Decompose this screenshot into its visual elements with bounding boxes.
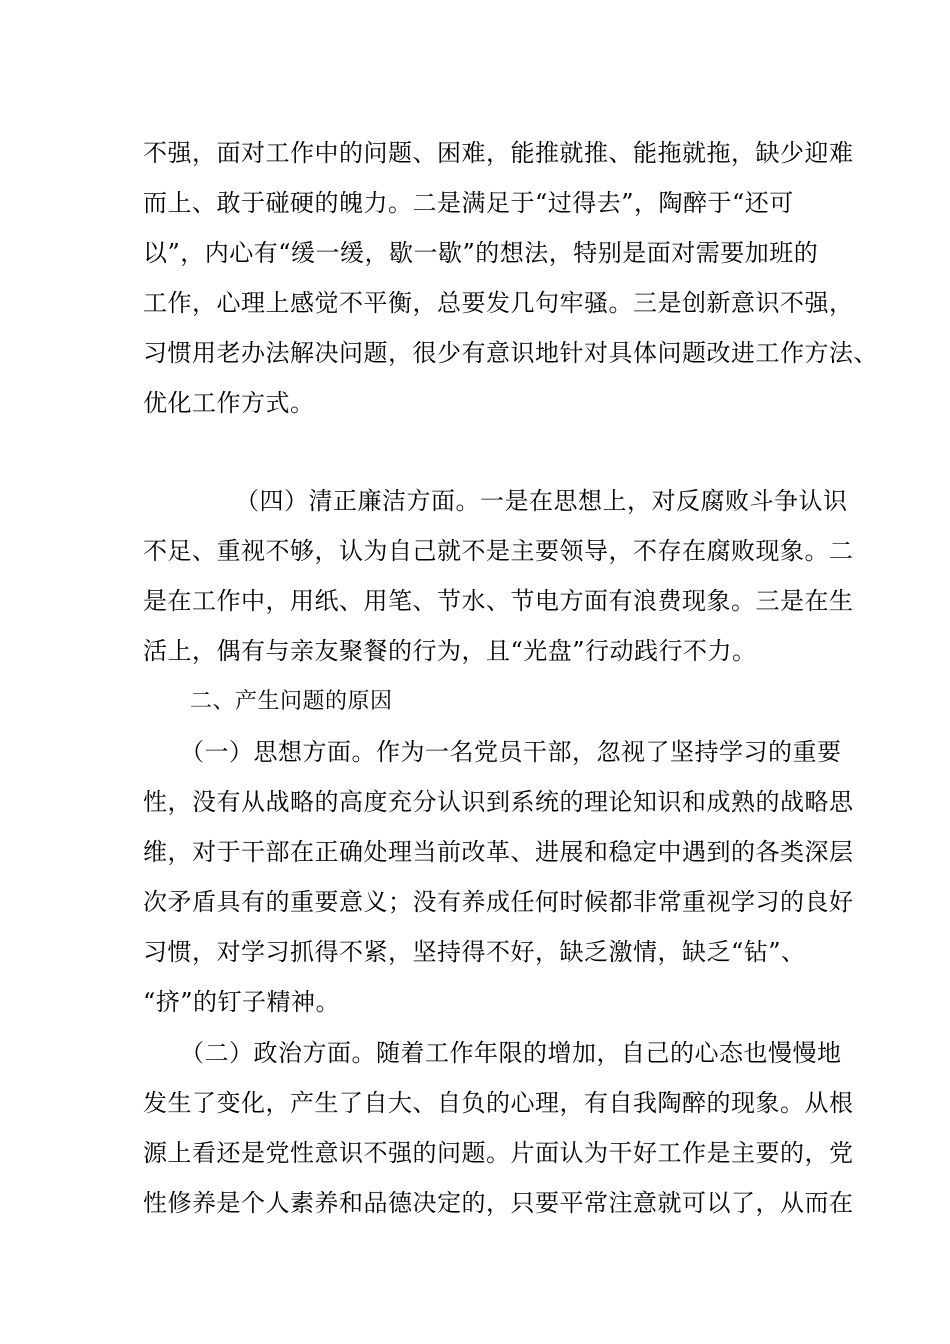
paragraph-line: 是在工作中，用纸、用笔、节水、节电方面有浪费现象。三是在生 — [143, 587, 854, 615]
paragraph-line: （一）思想方面。作为一名党员干部，忽视了坚持学习的重要 — [180, 738, 842, 766]
paragraph-line: 性修养是个人素养和品德决定的，只要平常注意就可以了，从而在 — [143, 1189, 854, 1217]
paragraph-line: 不强，面对工作中的问题、困难，能推就推、能拖就拖，缺少迎难 — [143, 139, 854, 167]
paragraph-line: “挤”的钉子精神。 — [143, 988, 341, 1016]
paragraph-line: （二）政治方面。随着工作年限的增加，自己的心态也慢慢地 — [180, 1039, 842, 1067]
paragraph-line: 而上、敢于碰硬的魄力。二是满足于“过得去”，陶醉于“还可 — [143, 189, 794, 217]
paragraph-line: （四）清正廉洁方面。一是在思想上，对反腐败斗争认识 — [235, 487, 848, 515]
paragraph-line: 习惯用老办法解决问题，很少有意识地针对具体问题改进工作方法、 — [143, 339, 878, 367]
paragraph-line: 性，没有从战略的高度充分认识到系统的理论知识和成熟的战略思 — [143, 788, 854, 816]
paragraph-line: 习惯，对学习抓得不紧，坚持得不好，缺乏激情，缺乏“钻”、 — [143, 938, 806, 966]
paragraph-line: 维，对于干部在正确处理当前改革、进展和稳定中遇到的各类深层 — [143, 838, 854, 866]
paragraph-line: 以”，内心有“缓一缓，歇一歇”的想法，特别是面对需要加班的 — [143, 239, 819, 267]
paragraph-line: 次矛盾具有的重要意义；没有养成任何时候都非常重视学习的良好 — [143, 888, 854, 916]
paragraph-line: 工作，心理上感觉不平衡，总要发几句牢骚。三是创新意识不强， — [143, 289, 854, 317]
paragraph-line: 源上看还是党性意识不强的问题。片面认为干好工作是主要的，党 — [143, 1139, 854, 1167]
paragraph-line: 不足、重视不够，认为自己就不是主要领导，不存在腐败现象。二 — [143, 537, 854, 565]
paragraph-line: 发生了变化，产生了自大、自负的心理，有自我陶醉的现象。从根 — [143, 1089, 854, 1117]
paragraph-line: 优化工作方式。 — [143, 389, 315, 417]
section-heading: 二、产生问题的原因 — [190, 689, 393, 714]
paragraph-line: 活上，偶有与亲友聚餐的行为，且“光盘”行动践行不力。 — [143, 637, 757, 665]
